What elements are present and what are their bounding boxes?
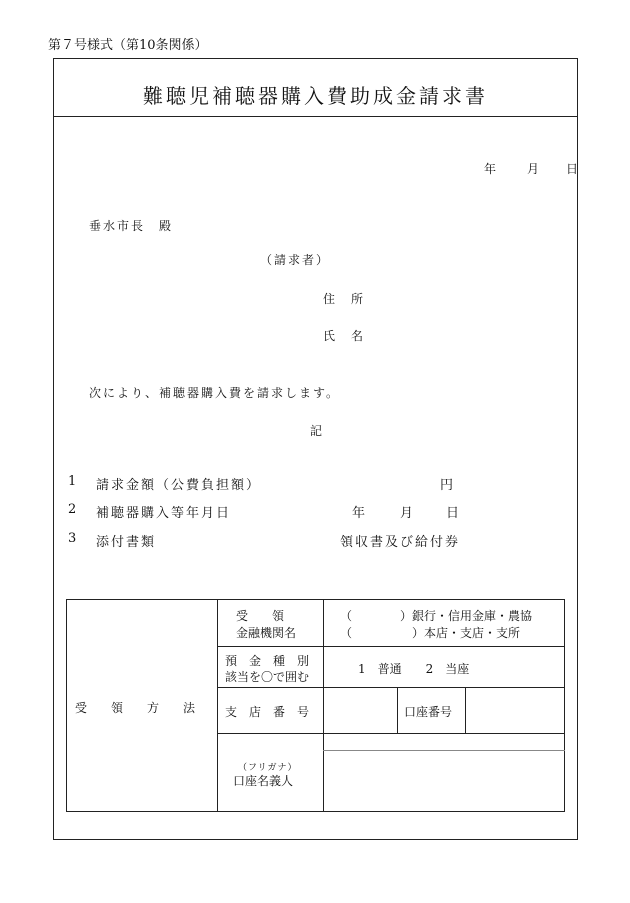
item-2-label: 補聴器購入等年月日 [96, 506, 232, 521]
date-month-label: 月 [527, 162, 540, 176]
claimant-name-label: 氏 名 [323, 329, 366, 343]
item-2-day: 日 [446, 506, 460, 521]
bank-name-field-line2[interactable]: （ ）本店・支店・支所 [340, 626, 521, 640]
statement: 次により、補聴器購入費を請求します。 [89, 386, 341, 400]
bank-label-line1: 受 領 [236, 609, 285, 623]
form-number: 第７号様式（第10条関係） [48, 38, 208, 53]
item-1-value: 円 [440, 478, 454, 493]
bank-name-field-line1[interactable]: （ ）銀行・信用金庫・農協 [340, 609, 533, 623]
deposit-type-label-line2: 該当を〇で囲む [225, 670, 310, 684]
account-number-label: 口座番号 [404, 705, 453, 719]
furigana-field[interactable] [324, 734, 564, 749]
account-holder-label: 口座名義人 [233, 774, 294, 788]
receipt-method-label: 受 領 方 法 [75, 701, 196, 715]
claimant-address-label: 住 所 [323, 292, 366, 306]
item-2-number: 2 [68, 502, 77, 517]
deposit-type-label-line1: 預 金 種 別 [225, 654, 310, 668]
claimant-label: （請求者） [260, 253, 331, 267]
title-divider [53, 116, 578, 117]
table-line [397, 687, 398, 733]
ki-heading: 記 [310, 424, 323, 438]
item-2-month: 月 [400, 506, 414, 521]
item-2-year: 年 [352, 506, 366, 521]
item-1-number: 1 [68, 474, 77, 489]
branch-number-label: 支 店 番 号 [225, 705, 310, 719]
item-3-number: 3 [68, 531, 77, 546]
page-title: 難聴児補聴器購入費助成金請求書 [143, 84, 488, 108]
bank-label-line2: 金融機関名 [236, 626, 297, 640]
item-3-label: 添付書類 [96, 535, 157, 550]
branch-number-field[interactable] [324, 688, 396, 732]
date-day-label: 日 [566, 162, 579, 176]
addressee: 垂水市長 殿 [89, 219, 174, 233]
table-line [217, 646, 565, 647]
date-year-label: 年 [484, 162, 497, 176]
account-holder-field[interactable] [324, 751, 564, 811]
account-number-field[interactable] [466, 688, 564, 732]
item-3-value: 領収書及び給付券 [340, 535, 461, 550]
deposit-type-options[interactable]: 1 普通 2 当座 [358, 662, 470, 676]
item-1-label: 請求金額（公費負担額） [96, 478, 262, 493]
furigana-label: （フリガナ） [238, 763, 298, 773]
table-line [217, 599, 218, 812]
